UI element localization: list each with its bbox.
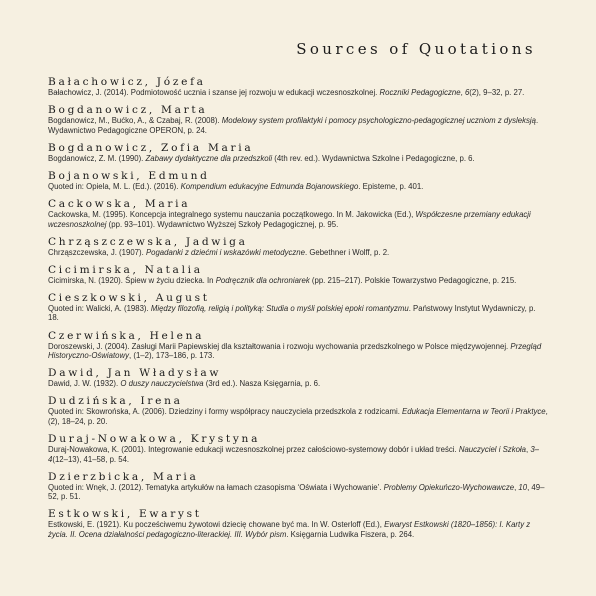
citation-segment: Cicimirska, N. (1920). Śpiew w życiu dziecka. In [48,275,216,285]
citation-text [48,182,548,192]
page-title: Sources of Quotations [296,40,536,58]
citation-text [48,116,548,135]
citation-segment: Estkowski, E. (1921). Ku pocześciwemu żywotowi dziecię chowane być ma. In W. Osterloff (Ed.), [48,520,385,530]
citation-text [48,379,548,389]
citation-italic-segment: Między filozofią, religią i polityką: Studia o myśli polskiej epoki romantyzmu [150,303,409,313]
citation-text [48,210,548,229]
citation-segment: Quoted in: Opiela, M. L. (Ed.). (2016). [48,181,181,191]
citation-segment: Bałachowicz, J. (2014). Podmiotowość ucznia i szanse jej rozwoju w edukacji wczesnoszkolnej. [48,88,380,97]
citation-segment: Quoted in: Skowrońska, A. (2006). Dziedziny i formy współpracy nauczyciela przedszkola z rodzicami. [48,407,403,417]
citation-italic-segment: Współczesne przemiany edukacji wczesnoszkolnej [48,209,531,229]
citation-text [48,342,548,361]
source-entry [48,198,548,229]
citation-segment: (pp. 215–217). Polskie Towarzystwo Pedagogiczne, p. 215. [309,275,517,285]
citation-italic-segment: Ewaryst Estkowski (1820–1856): I. Karty z życia. II. Ocena działalności pedagogiczno-literackiej. III. Wybór pism [48,520,531,539]
citation-segment: , (1–2), 173–186, p. 173. [129,351,215,361]
citation-italic-segment: Pogadanki z dziećmi i wskazówki metodyczne [145,247,305,257]
citation-italic-segment: Roczniki Pedagogiczne [379,88,461,97]
source-entry [48,264,548,286]
source-entry [48,170,548,192]
author-name: Chrząszczewska, Jadwiga [48,235,248,248]
citation-text [48,483,548,502]
citation-segment: Dawid, J. W. (1932). [48,379,121,389]
author-name: Dawid, Jan Władysław [48,367,222,380]
citation-segment: (12–13), 41–58, p. 54. [52,454,130,464]
source-entry [48,76,548,98]
citation-segment: Duraj-Nowakowa, K. (2001). Integrowanie edukacji wczesnoszkolnej przez całościowo-systemowy dobór i układ treści. [48,445,459,454]
citation-text [48,154,548,164]
source-entry [48,236,548,258]
citation-italic-segment: Kompendium edukacyjne Edmunda Bojanowskiego [180,181,359,191]
citation-text [48,520,548,539]
citation-text [48,248,548,258]
citation-segment: , 49–52, p. 51. [48,482,545,502]
citation-segment: Doroszewski, J. (2004). Zasługi Marii Papiewskiej dla kształtowania i rozwoju wychowania przedszkolnego w Polsce międzywojennej. [48,341,511,351]
source-entry [48,395,548,426]
citation-italic-segment: Nauczyciel i Szkoła [458,445,526,454]
citation-segment: . Episteme, p. 401. [358,181,424,191]
citation-segment: (3rd ed.). Nasza Księgarnia, p. 6. [203,379,321,389]
source-entry [48,142,548,164]
citation-segment: Quoted in: Wnęk, J. (2012). Tematyka artykułów na łamach czasopisma ‘Oświata i Wychowanie’. [48,482,384,492]
citation-text [48,88,548,98]
citation-segment: . Gebethner i Wolff, p. 2. [304,247,390,257]
author-name: Czerwińska, Helena [48,329,205,342]
citation-segment: (2), 9–32, p. 27. [469,88,525,97]
citation-text [48,276,548,286]
author-name: Bojanowski, Edmund [48,169,210,182]
author-name: Dzierzbicka, Maria [48,470,199,483]
citation-italic-segment: O duszy nauczycielstwa [120,379,204,389]
citation-italic-segment: 10 [518,482,528,492]
citation-segment: Bogdanowicz, M., Bućko, A., & Czabaj, R. (2008). [48,116,222,126]
citation-segment: (4th rev. ed.). Wydawnictwa Szkolne i Pedagogiczne, p. 6. [272,153,475,163]
source-entry [48,292,548,323]
citation-segment: , [526,445,531,454]
author-name: Bogdanowicz, Marta [48,104,208,117]
source-entry [48,508,548,539]
author-name: Cieszkowski, August [48,291,210,304]
author-name: Cackowska, Maria [48,197,191,210]
citation-segment: Cackowska, M. (1995). Koncepcja integralnego systemu nauczania początkowego. In M. Jakowicka (Ed.), [48,209,416,219]
citation-segment: (pp. 93–101). Wydawnictwo Wyższej Szkoły Pedagogicznej, p. 95. [106,219,339,229]
citation-italic-segment: 6 [464,88,470,97]
citation-italic-segment: Modelowy system profilaktyki i pomocy psychologiczno-pedagogicznej uczniom z dysleksją [221,116,536,126]
citation-text [48,304,548,323]
citation-text [48,407,548,426]
citation-italic-segment: Edukacja Elementarna w Teorii i Praktyce [402,407,546,417]
entries-list [48,76,548,540]
citation-segment: . Państwowy Instytut Wydawniczy, p. 18. [48,303,536,323]
source-entry [48,367,548,389]
citation-segment: , [460,88,465,97]
source-entry [48,471,548,502]
citation-italic-segment: Przegląd Historyczno-Oświatowy [48,341,542,361]
author-name: Bałachowicz, Józefa [48,76,206,88]
author-name: Cicimirska, Natalia [48,263,203,276]
citation-segment: Bogdanowicz, Z. M. (1990). [48,153,146,163]
citation-segment: . Wydawnictwo Pedagogiczne OPERON, p. 24. [48,116,539,135]
citation-italic-segment: Podręcznik dla ochroniarek [215,275,310,285]
citation-text [48,445,548,464]
source-entry [48,330,548,361]
citation-italic-segment: Problemy Opiekuńczo-Wychowawcze [383,482,515,492]
citation-segment: Quoted in: Walicki, A. (1983). [48,303,151,313]
author-name: Estkowski, Ewaryst [48,508,202,521]
source-entry [48,433,548,464]
author-name: Dudzińska, Irena [48,395,183,408]
citation-segment: Chrząszczewska, J. (1907). [48,247,146,257]
citation-segment: . Księgarnia Ludwika Fiszera, p. 264. [286,529,415,539]
citation-segment: , (2), 18–24, p. 20. [48,407,548,426]
citation-segment: , [514,482,519,492]
citation-italic-segment: 3–4 [48,445,540,464]
source-entry [48,104,548,135]
citation-italic-segment: Zabawy dydaktyczne dla przedszkoli [145,153,273,163]
author-name: Duraj-Nowakowa, Krystyna [48,433,261,445]
author-name: Bogdanowicz, Zofia Maria [48,141,254,154]
